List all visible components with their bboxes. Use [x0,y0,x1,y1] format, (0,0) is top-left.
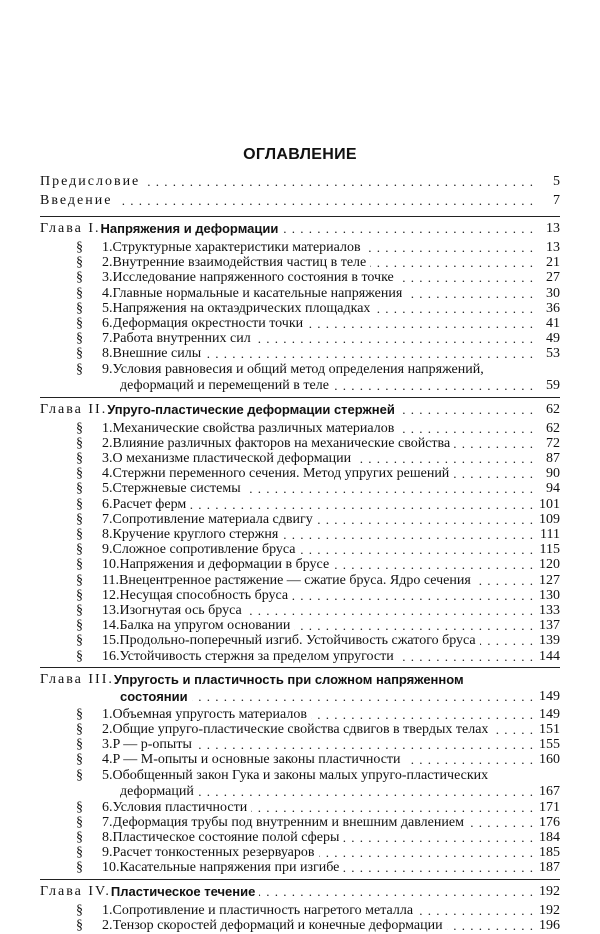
page-number: 130 [539,587,560,603]
item-number: 7. [102,331,113,347]
toc-row [40,884,560,900]
item-number: 11. [102,572,119,588]
toc-row [40,174,560,190]
toc-row [76,633,560,649]
page-number: 196 [539,917,560,933]
chapter-label: Глава I. [40,221,101,236]
leader-dots [468,815,534,831]
section-sign: § [76,240,83,255]
item-number: 6. [102,799,113,815]
item-title: Внешние силы [112,346,202,362]
page-number: 53 [546,346,560,362]
chapter-label: Глава II. [40,401,108,417]
page-number: 184 [539,830,560,845]
leader-dots [319,845,534,861]
section-sign: § [76,618,83,634]
toc-row [76,512,560,528]
toc-row [76,588,560,604]
item-number: 1. [102,902,113,918]
toc-row [40,221,560,237]
toc-row [76,557,560,573]
item-title: Условия равновесия и общий метод определения напряжений, [112,361,484,377]
page-number: 144 [539,648,560,664]
page-number: 62 [546,420,560,436]
item-number: 4. [102,466,113,482]
page-number: 127 [539,572,560,588]
page-number: 49 [546,331,560,347]
leader-dots [365,240,534,256]
item-title: Общие упруго-пластические свойства сдвигов в твердых телах [112,722,489,737]
toc-row [76,830,560,846]
item-title: Обобщенный закон Гука и законы малых упруго-пластических [112,767,489,783]
section-sign: § [76,830,83,845]
leader-dots [355,451,534,467]
toc-row [76,707,560,723]
toc-row [76,346,560,362]
section-sign: § [76,902,83,918]
page-number: 59 [546,377,560,393]
page-number: 167 [539,783,560,799]
item-title: Сопротивление материала сдвигу [112,511,313,527]
leader-dots [294,618,534,634]
toc-row [40,672,560,688]
section-sign: § [76,511,83,527]
toc-row [76,903,560,919]
item-number: 2. [102,917,113,933]
page-number: 109 [539,511,560,527]
item-title: Напряжения и деформации в брусе [119,557,330,573]
toc-row [76,768,560,784]
item-title: Касательные напряжения при изгибе [119,860,340,876]
section-sign: § [76,557,83,573]
page-number: 90 [546,466,560,482]
item-number: 9. [102,542,113,558]
section-sign: § [76,300,83,316]
chapter-title: Упруго-пластические деформации стержней [107,401,395,417]
item-number: 6. [102,496,113,512]
item-number: 4. [102,285,113,301]
leader-dots [190,497,534,513]
item-number: 7. [102,814,113,830]
page-number: 72 [546,435,560,451]
toc-row [76,800,560,816]
chapter-title: Пластическое течение [110,883,256,899]
page-number: 133 [539,603,560,618]
chapter-label: Глава III. [40,671,114,687]
divider-rule [40,216,560,217]
page-number: 149 [539,688,560,704]
item-title: Сопротивление и пластичность нагретого металла [112,902,414,918]
section-sign: § [76,814,83,830]
chapter-title-continued: состоянии [120,688,188,704]
divider-rule [40,667,560,668]
page-number: 13 [546,221,560,236]
item-title: Напряжения на октаэдрических площадках [112,300,371,316]
item-title: P — M-опыты и основные законы пластичности [112,752,401,768]
item-title: Внутренние взаимодействия частиц в теле [112,255,367,271]
page-number: 27 [546,270,560,286]
section-sign: § [76,346,83,362]
page-number: 176 [539,814,560,830]
toc-row [40,193,560,209]
item-title: P — p-опыты [112,737,192,753]
page-number: 7 [553,193,560,208]
page-number: 115 [539,542,560,558]
toc-row [76,918,560,934]
toc-row [40,402,560,418]
leader-dots [398,649,534,665]
item-title-continued: деформаций [120,783,194,799]
toc-row [76,362,560,378]
leader-dots [307,316,534,332]
section-sign: § [76,420,83,436]
item-number: 1. [102,706,113,722]
divider-rule [40,397,560,398]
item-title: Стержни переменного сечения. Метод упругих решений [112,466,450,482]
leader-dots [259,884,534,900]
section-sign: § [76,603,83,618]
front-matter-title: Введение [40,193,113,208]
page-number: 192 [539,902,560,918]
chapter-title: Напряжения и деформации [100,221,279,236]
divider-rule [40,879,560,880]
leader-dots [255,331,534,347]
section-sign: § [76,285,83,301]
section-sign: § [76,799,83,815]
item-number: 4. [102,752,113,768]
section-sign: § [76,255,83,271]
leader-dots [405,752,534,768]
page-number: 30 [546,285,560,301]
section-sign: § [76,845,83,861]
page-number: 139 [539,633,560,649]
page-number: 94 [546,481,560,497]
page-number: 120 [539,557,560,573]
leader-dots [370,255,534,271]
leader-dots [417,903,534,919]
page-number: 21 [546,255,560,271]
page-number: 87 [546,451,560,466]
page-number: 137 [539,618,560,634]
leader-dots [192,689,534,705]
section-sign: § [76,917,83,933]
item-title: Работа внутренних сил [112,331,251,347]
toc-row [76,542,560,558]
item-title: Исследование напряженного состояния в точке [112,270,394,286]
page-title: ОГЛАВЛЕНИЕ [243,146,357,163]
item-title: Деформация окрестности точки [112,316,304,331]
item-number: 1. [102,240,113,255]
leader-dots [282,221,534,237]
leader-dots [399,402,534,418]
item-number: 16. [102,648,120,664]
leader-dots [447,918,534,934]
item-number: 5. [102,767,113,783]
item-number: 3. [102,451,113,466]
section-sign: § [76,572,83,588]
section-sign: § [76,527,83,542]
toc-row [76,649,560,665]
toc-row [120,689,560,705]
toc-row [76,527,560,543]
leader-dots [144,174,534,190]
section-sign: § [76,706,83,722]
leader-dots [246,603,534,619]
toc-row [76,451,560,467]
toc-row [76,603,560,619]
toc-row [76,270,560,286]
section-sign: § [76,737,83,753]
item-number: 14. [102,618,120,634]
section-sign: § [76,316,83,331]
item-number: 8. [102,527,113,542]
leader-dots [205,346,534,362]
item-number: 3. [102,270,113,286]
section-sign: § [76,752,83,768]
leader-dots [317,512,534,528]
page-number: 160 [539,752,560,768]
toc-row [76,737,560,753]
leader-dots [311,707,534,723]
page-number: 111 [540,527,560,542]
page-number: 5 [553,174,560,189]
item-number: 2. [102,435,113,451]
toc-row [76,618,560,634]
item-number: 5. [102,481,113,497]
page-number: 101 [539,496,560,512]
item-number: 6. [102,316,113,331]
leader-dots [480,633,534,649]
page-number: 41 [546,316,560,331]
leader-dots [116,193,534,209]
item-title: Изогнутая ось бруса [119,603,242,618]
item-number: 2. [102,255,113,271]
toc-row [76,497,560,513]
section-sign: § [76,767,83,783]
item-number: 15. [102,633,120,649]
item-title: Сложное сопротивление бруса [112,542,296,558]
leader-dots [282,527,534,543]
item-number: 12. [102,587,120,603]
item-title: Кручение круглого стержня [112,527,279,542]
page-number: 151 [539,722,560,737]
leader-dots [374,301,534,317]
leader-dots [398,270,534,286]
section-sign: § [76,633,83,649]
leader-dots [333,378,534,394]
item-title: Главные нормальные и касательные напряжения [112,285,403,301]
item-number: 7. [102,511,113,527]
leader-dots [292,588,534,604]
section-sign: § [76,648,83,664]
leader-dots [453,466,534,482]
item-title: О механизме пластической деформации [112,451,352,466]
toc-row [76,860,560,876]
item-number: 8. [102,346,113,362]
page-number: 155 [539,737,560,753]
item-number: 9. [102,845,113,861]
leader-dots [343,860,534,876]
section-sign: § [76,587,83,603]
item-title: Деформация трубы под внутренним и внешним давлением [112,814,464,830]
item-title: Механические свойства различных материалов [112,420,395,436]
leader-dots [406,286,534,302]
toc-row [76,331,560,347]
item-title: Влияние различных факторов на механические свойства [112,435,451,451]
leader-dots [300,542,534,558]
item-number: 9. [102,361,113,377]
toc-row [76,815,560,831]
item-number: 10. [102,557,120,573]
section-sign: § [76,722,83,737]
item-title: Балка на упругом основании [119,618,291,634]
toc-row [76,255,560,271]
item-title: Условия пластичности [112,799,248,815]
toc-row [76,722,560,738]
page-number: 36 [546,300,560,316]
page-number: 192 [539,883,560,899]
section-sign: § [76,466,83,482]
toc-row [120,784,560,800]
leader-dots [245,481,534,497]
toc-row [76,466,560,482]
page-number: 149 [539,706,560,722]
page-number: 187 [539,860,560,876]
item-title: Устойчивость стержня за пределом упругости [119,648,394,664]
section-sign: § [76,451,83,466]
item-title-continued: деформаций и перемещений в теле [120,377,329,393]
item-number: 2. [102,722,113,737]
leader-dots [398,421,534,437]
leader-dots [343,830,534,846]
item-number: 3. [102,737,113,753]
section-sign: § [76,542,83,558]
leader-dots [198,784,534,800]
chapter-title: Упругость и пластичность при сложном напряженном [113,671,464,687]
section-sign: § [76,361,83,377]
leader-dots [454,436,534,452]
leader-dots [333,557,534,573]
page-number: 185 [539,845,560,861]
leader-dots [475,573,534,589]
page-number: 171 [539,799,560,815]
toc-row [76,286,560,302]
item-title: Расчет ферм [112,496,187,512]
section-sign: § [76,481,83,497]
front-matter-title: Предисловие [40,174,141,189]
toc-row [76,573,560,589]
toc-row [76,301,560,317]
toc-row [76,421,560,437]
toc-row [76,316,560,332]
item-title: Продольно-поперечный изгиб. Устойчивость сжатого бруса [119,633,476,649]
item-number: 8. [102,830,113,845]
chapter-label: Глава IV. [40,883,111,899]
item-title: Тензор скоростей деформаций и конечные деформации [112,917,443,933]
leader-dots [196,737,534,753]
page-number: 62 [546,401,560,417]
item-number: 5. [102,300,113,316]
page-number: 13 [546,240,560,255]
item-number: 10. [102,860,120,876]
item-title: Расчет тонкостенных резервуаров [112,845,315,861]
section-sign: § [76,270,83,286]
item-title: Объемная упругость материалов [112,706,307,722]
item-title: Внецентренное растяжение — сжатие бруса. Ядро сечения [118,572,471,588]
section-sign: § [76,496,83,512]
item-title: Структурные характеристики материалов [112,240,361,255]
toc-row [76,240,560,256]
toc-row [120,378,560,394]
leader-dots [492,722,534,738]
section-sign: § [76,435,83,451]
item-number: 1. [102,420,113,436]
item-title: Несущая способность бруса [119,587,289,603]
leader-dots [251,800,534,816]
toc-row [76,845,560,861]
toc-row [76,436,560,452]
toc-row [76,481,560,497]
item-title: Пластическое состояние полой сферы [112,830,340,845]
section-sign: § [76,860,83,876]
item-number: 13. [102,603,120,618]
toc-row [76,752,560,768]
item-title: Стержневые системы [112,481,241,497]
section-sign: § [76,331,83,347]
